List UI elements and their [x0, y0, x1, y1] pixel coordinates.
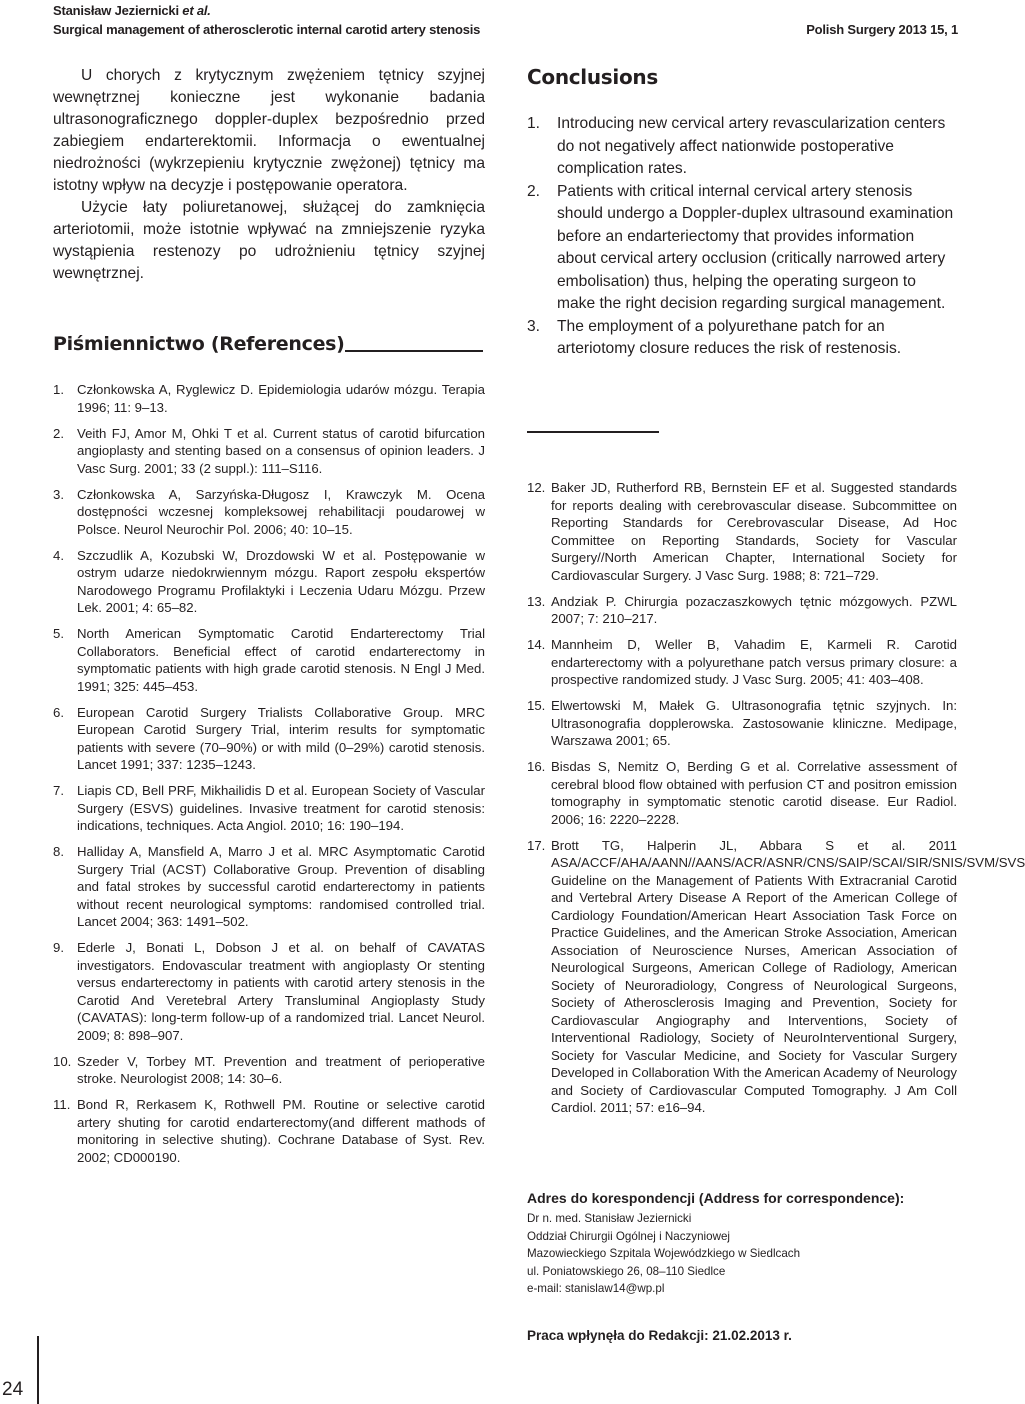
reference-item-text: Szeder V, Torbey MT. Prevention and treatment of perioperative stroke. Neurologist 2008; 14: 30–6. — [77, 1053, 485, 1086]
reference-item-text: Elwertowski M, Małek G. Ultrasonografia tętnic szyjnych. In: Ultrasonografia dopplerowska. Zastosowanie kliniczne. Medipage, Warszawa 2001; 65. — [551, 698, 957, 748]
reference-item-text: Ederle J, Bonati L, Dobson J et al. on behalf of CAVATAS investigators. Endovascular treatment with angioplasty Or stenting versus endarterectomy in patients with carotid artery stenosis in the Carotid And Veretebral Artery Transluminal Angioplasty Study (CAVATAS): long-term follow-up of a randomized trial. Lancet Neurol. 2009; 8: 898–907. — [77, 940, 485, 1043]
references-heading-rule — [345, 350, 483, 352]
conclusion-item — [527, 316, 957, 361]
conclusions-list — [527, 113, 957, 361]
conclusion-item — [527, 181, 957, 316]
reference-item — [53, 939, 485, 1044]
reference-item-text: Andziak P. Chirurgia pozaczaszkowych tętnic mózgowych. PZWL 2007; 7: 210–217. — [551, 593, 957, 626]
correspondence-line: Dr n. med. Stanisław Jeziernicki — [527, 1212, 692, 1225]
reference-item — [53, 843, 485, 931]
reference-item-number: 6. — [53, 704, 64, 720]
conclusions-heading: Conclusions — [527, 65, 658, 89]
reference-item-text: North American Symptomatic Carotid Endarterectomy Trial Collaborators. Beneficial effect of carotid endarterectomy in symptomatic patients with high grade carotid stenosis. N Engl J Med. 1991; 325: 445–453. — [77, 626, 485, 694]
reference-item-number: 17. — [527, 837, 546, 853]
correspondence-block — [527, 1190, 947, 1298]
reference-item-number: 12. — [527, 480, 546, 495]
reference-item — [527, 837, 1025, 1117]
header-author: Stanisław Jeziernicki et al. — [53, 3, 211, 18]
reference-item-number: 15. — [527, 698, 546, 713]
reference-item-number: 14. — [527, 637, 546, 652]
references-list-right — [527, 479, 1025, 1125]
reference-item-text: Bisdas S, Nemitz O, Berding G et al. Correlative assessment of cerebral blood flow obtained with perfusion CT and positron emission tomography in symptomatic stenotic carotid disease. Eur Radiol. 2006; 16: 2220–2228. — [551, 759, 957, 827]
reference-item-text: Członkowska A, Ryglewicz D. Epidemiologia udarów mózgu. Terapia 1996; 11: 9–13. — [77, 382, 485, 415]
correspondence-line: ul. Poniatowskiego 26, 08–110 Siedlce — [527, 1264, 726, 1278]
running-header — [53, 3, 958, 39]
polish-text — [53, 65, 485, 285]
references-list-left — [53, 381, 485, 1175]
page-number: 24 — [2, 1379, 24, 1400]
reference-item-text: Członkowska A, Sarzyńska-Długosz I, Krawczyk M. Ocena dostępności wczesnej kompleksowej rehabilitacji poudarowej w Polsce. Neurol Neurochir Pol. 2006; 40: 10–15. — [77, 486, 485, 537]
reference-item — [53, 782, 485, 835]
reference-item — [53, 625, 485, 695]
reference-item — [53, 381, 485, 416]
correspondence-line: Mazowieckiego Szpitala Wojewódzkiego w Siedlcach — [527, 1247, 801, 1260]
reference-item-number: 11. — [53, 1097, 71, 1112]
polish-paragraph-1: U chorych z krytycznym zwężeniem tętnicy szyjnej wewnętrznej konieczne jest wykonanie badania ultrasonograficznego doppler-duplex bezpośrednio przed zabiegiem endarterektomii. Informacja o ewentualnej niedrożności (wykrzepieniu krytycznie zwężonej) tętnicy ma istotny wpływ na decyzje i postępowanie operatora. — [53, 67, 485, 194]
reference-item-text: Bond R, Rerkasem K, Rothwell PM. Routine or selective carotid artery shuting for carotid endarterectomy(and different mathods of monitoring in selective shuting). Cochrane Database of Syst. Rev. 2002; CD000190. — [77, 1097, 485, 1165]
header-journal: Polish Surgery 2013 15, 1 — [806, 22, 958, 37]
reference-item — [527, 697, 957, 750]
reference-item — [527, 593, 957, 628]
reference-item — [53, 704, 485, 774]
header-article-title: Surgical management of atherosclerotic internal carotid artery stenosis — [53, 22, 481, 37]
reference-item-number: 16. — [527, 759, 546, 774]
page-number-rule — [37, 1336, 39, 1404]
received-date: Praca wpłynęła do Redakcji: 21.02.2013 r. — [527, 1328, 792, 1343]
reference-item-text: European Carotid Surgery Trialists Collaborative Group. MRC European Carotid Surgery Trial, interim results for symptomatic patients with severe (70–90%) or with mild (0–29%) carotid stenosis. Lancet 1991; 337: 1235–1243. — [77, 704, 485, 772]
reference-item — [53, 425, 485, 478]
conclusion-item-number: 1. — [527, 115, 541, 132]
conclusion-item-text: Introducing new cervical artery revascularization centers do not negatively affect nationwide postoperative complication rates. — [557, 115, 946, 177]
reference-item — [527, 758, 957, 828]
reference-item-number: 3. — [53, 486, 64, 502]
correspondence-title: Adres do korespondencji (Address for correspondence): — [527, 1190, 905, 1206]
reference-item-number: 1. — [53, 382, 64, 397]
reference-item-text: Brott TG, Halperin JL, Abbara S et al. 2011 ASA/ACCF/AHA/AANN//AANS/ACR/ASNR/CNS/SAIP/SCAI/SIR/SNIS/SVM/SVS Guideline on the Management of Patients With Extracranial Carotid and Vertebral Artery Disease A Report of the American College of Cardiology Foundation/American Heart Association Task Force on Practice Guidelines, and the American Stroke Association, American Association of Neuroscience Nurses, American Association of Neurological Surgeons, American College of Radiology, American Society of Neuroradiology, Congress of Neurological Surgeons, Society of Atherosclerosis Imaging and Prevention, Society for Cardiovascular Angiography and Interventions, Society of Interventional Radiology, Society of NeuroInterventional Surgery, Society for Vascular Medicine, and Society for Vascular Surgery Developed in Collaboration With the American Academy of Neurology and Society of Cardiovascular Computed Tomography. J Am Coll Cardiol. 2011; 57: e16–94. — [551, 837, 1025, 1115]
reference-item — [53, 486, 485, 539]
references-heading: Piśmiennictwo (References) — [53, 333, 345, 355]
reference-item-number: 5. — [53, 626, 64, 641]
conclusions-end-rule — [527, 431, 659, 433]
reference-item-number: 9. — [53, 940, 64, 955]
reference-item-number: 7. — [53, 783, 64, 798]
polish-paragraph-2: Użycie łaty poliuretanowej, służącej do zamknięcia arteriotomii, może istotnie wpływać na zmniejszenie ryzyka wystąpienia restenozy po udrożnieniu tętnicy szyjnej wewnętrznej. — [53, 199, 485, 282]
conclusion-item-text: Patients with critical internal cervical artery stenosis should undergo a Doppler-duplex ultrasound examination before an endarteriectomy that provides information about cervical artery occlusion (critically narrowed artery embolisation) thus, helping the operating surgeon to make the right decision regarding surgical management. — [557, 182, 954, 312]
reference-item-text: Mannheim D, Weller B, Vahadim E, Karmeli R. Carotid endarterectomy with a polyurethane patch versus primary closure: a prospective randomized study. J Vasc Surg. 2005; 41: 403–408. — [551, 637, 957, 687]
correspondence-email[interactable]: e-mail: stanislaw14@wp.pl — [527, 1282, 665, 1295]
reference-item-text: Veith FJ, Amor M, Ohki T et al. Current status of carotid bifurcation angioplasty and stenting based on a consensus of opinion leaders. J Vasc Surg. 2001; 33 (2 suppl.): 111–S116. — [77, 425, 485, 476]
reference-item-number: 8. — [53, 844, 64, 859]
reference-item-number: 13. — [527, 593, 546, 609]
reference-item-text: Baker JD, Rutherford RB, Bernstein EF et al. Suggested standards for reports dealing with cerebrovascular disease. Subcommittee on Reporting Standards for Cerebrovascular Disease, Ad Hoc Committee on Reporting Standards, Society for Vascular Surgery//North American Chapter, International Society for Cardiovascular Surgery. J Vasc Surg. 1988; 8: 721–729. — [551, 480, 957, 583]
reference-item — [53, 1053, 485, 1088]
reference-item-text: Liapis CD, Bell PRF, Mikhailidis D et al. European Society of Vascular Surgery (ESVS) guidelines. Invasive treatment for carotid stenosis: indications, techniques. Acta Angiol. 2010; 16: 190–194. — [77, 783, 485, 833]
reference-item-number: 4. — [53, 547, 64, 563]
conclusion-item-text: The employment of a polyurethane patch for an arteriotomy closure reduces the risk of restenosis. — [557, 317, 902, 357]
reference-item — [53, 1096, 485, 1166]
conclusion-item-number: 2. — [527, 182, 541, 200]
reference-item — [527, 636, 957, 689]
reference-item-text: Halliday A, Mansfield A, Marro J et al. MRC Asymptomatic Carotid Surgery Trial (ACST) Collaborative Group. Prevention of disabling and fatal strokes by successful carotid endarterectomy in patients without recent neurological symptoms: randomised controlled trial. Lancet 2004; 363: 1491–502. — [77, 844, 485, 929]
conclusion-item-number: 3. — [527, 317, 541, 335]
reference-item-number: 10. — [53, 1053, 72, 1069]
correspondence-line: Oddział Chirurgii Ogólnej i Naczyniowej — [527, 1229, 730, 1243]
reference-item — [53, 547, 485, 617]
conclusion-item — [527, 113, 957, 181]
reference-item-number: 2. — [53, 425, 64, 441]
reference-item-text: Szczudlik A, Kozubski W, Drozdowski W et al. Postępowanie w ostrym udarze niedokrwiennym mózgu. Raport zespołu ekspertów Narodowego Programu Profilaktyki i Leczenia Udaru Mózgu. Przew Lek. 2001; 4: 65–82. — [77, 547, 485, 615]
reference-item — [527, 479, 957, 584]
